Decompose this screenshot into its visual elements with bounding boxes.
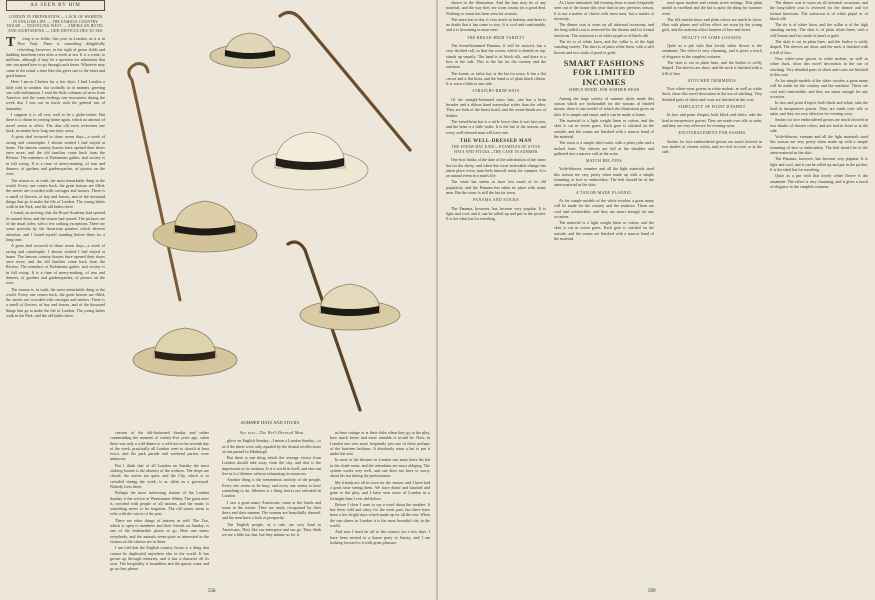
page-number: 599 [648, 589, 656, 594]
section-heading: STITCHED TRIMMINGS [687, 78, 737, 83]
paragraph: The Panama, however, has become very popular. It is light and cool, and it can be rolled up and put in the pocket. It is the ideal hat for traveling. [770, 156, 868, 172]
straw-boater-hat-top [210, 33, 290, 68]
left-column-2 [110, 430, 209, 590]
paragraph: As I have intimated, full evening dress is more frequently seen out of the house this year than in any previous season. It is not a matter of choice with most men, but a matter of necessity. [554, 0, 654, 21]
cane-middle-left [129, 64, 180, 300]
paragraph: The season is, in truth, the most remarkable thing in the world. Every one comes back, the great houses are filled, the streets are crowded with carriages and motors. There is a smell of flowers, of hay and horses, and of the thousand things that go to make the life of London. The young ladies walk in the Park, and the old ladies drive. [6, 286, 105, 319]
column-subhead: LONDON IN PREPARATION — LACK OF WARMTH IN ENGLISH LIFE — THE FAMOUS COUNTRY HOUSE — TRAVELING WEST — AMERICAN HOTEL AND SIGHTSEEING — ODD DIFFICULTIES TO SEE [7, 15, 104, 33]
right-column-1 [446, 0, 546, 588]
right-page [438, 0, 875, 600]
article-subtitle: THE STRAW HAT DATE—EXAMPLES OF STYLE HATS AND STICKS—THE CANE IN SUMMER [451, 145, 541, 154]
paragraph: I suppose it is all very well to be a globe-trotter. But there is a charm in coming home again, which no amount of travel seems to affect. The dear old town welcomes one back, no matter how long one stays away. [6, 112, 105, 133]
paragraph: cession of the old-fashioned Sunday and rather commending the moment of twenty-five years ago, when there was only a cold dinner or a cold tea on the seventh day of the week, practically all London went to church at least twice, and the park parade and weekend parties were unknown. [110, 430, 209, 462]
paragraph: As for simple models of the white woolen, a great many will be made for the country and the seashore. These are cool and comfortable, and they are smart enough for any occasion. [770, 78, 868, 100]
straw-hat-bottom-left [133, 328, 237, 376]
paragraph: The season is, in truth, the most remarkable thing in the world. Every one comes back, the great houses are filled, the streets are crowded with carriages and motors. There is a smell of flowers, of hay and horses, and of the thousand things that go to make the life of London. The young ladies walk in the Park, and the old ladies drive. [6, 177, 105, 210]
photo-caption: SUMMER HATS AND STICKS [240, 420, 300, 425]
paragraph: But there is one thing which the average visitor from London should take away from the city, and that is the impression of its vastness. It is a world in itself, and one can live in it a lifetime without exhausting its resources. [222, 455, 321, 477]
section-heading: THE BREAD-BRIM VARIETY [466, 35, 526, 40]
paragraph: Here I am in Chelsea for a few days. I find London a little cold in weather, but cordially in its manner, greeting one with enthusiasm. I read the little columns of news from America, and the warm feelings one encounters during the week that I was out in touch with the general run of humanity. [6, 79, 105, 111]
paragraph: The straw hat to-day is very much in fashion, and there is no doubt that it has come to stay. It is cool and comfortable, and it is becoming to most men. [446, 16, 546, 33]
paragraph: In most of the theatres in London one must leave his hat in the cloak-room, and the attendants are most obliging. The system works very well, and one does not have to worry about his hat during the performance. [330, 457, 430, 479]
left-column-3 [222, 430, 321, 590]
see-text-caption: See text—The Well-Dressed Man [239, 430, 304, 435]
section-heading: MATCH BEL PINS [585, 159, 623, 164]
paragraph: As for simple models of the white woolen, a great many will be made for the country and the seashore. These are cool and comfortable, and they are smart enough for any occasion. [554, 197, 654, 219]
section-heading: STRAIGHT-BRIM HATS [472, 89, 520, 94]
paragraph: And now I must be off to the country for a few days. I have been invited to a house party in Surrey, and I am looking forward to it with great pleasure. [330, 529, 430, 545]
paragraph: Quite as a pin with that lovely white flower is the ornament. The effect is very charming, and it gives a touch of elegance to the simplest costume. [770, 173, 868, 189]
paragraph: glove on English Sunday—I mean a London Sunday—is as if the times were only equaled by the dismal recollections of one passed in Edinburgh. [222, 438, 321, 454]
section-heading: ENCOURAGEMENT FOR SASHES [678, 131, 746, 136]
paragraph: Now white-wear gowns in white mohair, as well as white duck, show this novel decoration in the use of stitching. Very detailed parts of skirts and coats are finished in this way. [662, 86, 762, 102]
paragraph: The waist is a simple shirt-waist, with a plain yoke and a tucked front. The sleeves are full at the shoulder and gathered into a narrow cuff at the wrist. [554, 140, 654, 156]
paragraph: Voile-blouses, etamine and all the light materials used this season are very pretty when made up with a simple trimming of lace or embroidery. The belt should be of the same material as the skirt. [770, 134, 868, 156]
paragraph: One first thinks of the date of the substitution of the straw hat for the derby, and when this most noticeable change has taken place every man feels himself ready for summer. It is an annual event in a man's life. [446, 157, 546, 179]
paragraph: The skirt is cut in plain lines, and the bodice is softly draped. The sleeves are short, and the neck is finished with a frill of lace. [662, 59, 762, 76]
straw-hat-lower-left [153, 201, 257, 252]
paragraph: The English people, as a rule, are very kind to Americans. They like our enterprise and our go. They think we are a little too fast, but they admire us for it. [222, 521, 321, 538]
paragraph: The skirt is cut in plain lines, and the bodice is softly draped. The sleeves are short, and the neck is finished with a frill of lace. [770, 39, 868, 55]
hats-and-canes-photo [110, 0, 432, 425]
column-heading: AS SEEN BY HIM [6, 0, 105, 11]
paragraph: A great deal recurred to those seven days—a week of racing and catastrophe. I almost wished I had stayed at home. The famous country houses have opened their doors once more, and the old families come back from the Riviera. The members of Parliament gather, and society is in full swing. It is a time of merry-making, of teas and dinners, of gardens and garden-parties, of picnics on the river. [6, 134, 105, 177]
right-column-2 [554, 0, 654, 588]
paragraph: A great deal recurred to those seven days—a week of racing and catastrophe. I almost wished I had stayed at home. The famous country houses have opened their doors once more, and the old families come back from the Riviera. The members of Parliament gather, and society is in full swing. It is a time of merry-making, of teas and dinners, of gardens and garden-parties, of picnics on the river. [6, 243, 105, 286]
paragraph: The dinner coat is worn on all informal occasions, and the long-tailed coat is reserved for the theatre and for formal functions. The waistcoat is of white piqué or of black silk. [770, 0, 868, 21]
fashion-article-title: SMART FASHIONS FOR LIMITED INCOMES [563, 57, 645, 87]
paragraph: shown in the illustration. And the hats may be of any material, and the way they are worn counts for a good deal. Nothing so smart has been seen for seasons. [446, 0, 546, 16]
paragraph: The broad-brimmed Panama, it will be noticed, has a very decided roll, so that the crown, which is dented on top, stands up smartly. The band is of black silk, and there is a bow at the side. This is the hat for the country and the seashore. [446, 43, 546, 70]
paragraph: The dinner coat is worn on all informal occasions, and the long-tailed coat is reserved for the theatre and for formal functions. The waistcoat is of white piqué or of black silk. [554, 22, 654, 38]
drop-cap: T [6, 34, 16, 50]
section-heading: BEAUTY OF SOME LOOSENS [682, 35, 742, 40]
paragraph: Another thing is the tremendous activity of the people. Every one seems to be busy, and every one seems to have something to do. Idleness is a thing that is not tolerated in London. [222, 477, 321, 499]
hats-illustration [110, 0, 432, 425]
paragraph: I am told that the English country house is a thing that cannot be duplicated anywhere else in the world. It has grown up through centuries, and it has a character all its own. The hospitality is boundless and the guests come and go as they please. [110, 545, 209, 572]
paragraph: Among the large variety of summer skirts made this season which are fashionable for the woman of limited means, there is one model of which the illustration gives an idea. It is simple and smart, and it can be made at home. [554, 95, 654, 117]
paragraph: Sashes for face embroidered gowns are much favored in two shades of chosen colors, and are tied in front or at the side. [662, 138, 762, 155]
left-column-4 [330, 430, 430, 590]
page-number: 558 [208, 589, 216, 594]
cane-top-right [280, 12, 410, 150]
paragraph: The Panama, however, has become very popular. It is light and cool, and it can be rolled up and put in the pocket. It is the ideal hat for traveling. [446, 205, 546, 222]
section-heading: A TAILOR-MADE FLANNEL [575, 190, 633, 195]
paragraph: The tie is of white lawn, and the collar is of the high standing variety. The shirt is of plain white linen, with a stiff bosom and two studs of pearl or gold. [770, 22, 868, 38]
article-title: THE WELL-DRESSED MAN [459, 138, 533, 144]
section-heading: PANAMA AND STICKS [473, 198, 519, 203]
paragraph: There are other things of interest as well. The Zoo, which is open to members and their friends on Sunday, is one of the fashionable places to go. Here one meets everybody, and the animals seem quite as interested in the visitors as the visitors are in them. [110, 517, 209, 544]
section-heading: SIMPLICITY OF POINT D'ESPRIT [678, 105, 746, 110]
paragraph: Now white-wear gowns in white mohair, as well as white duck, show this novel decoration in the use of stitching. Very detailed parts of skirts and coats are finished in this way. [770, 55, 868, 77]
paragraph: The material is a light weight linen or cotton, and the skirt is cut in seven gores. Each gore is stitched on the outside, and the seams are finished with a narrow band of the material. [554, 220, 654, 241]
paragraph: in their cottage or at their clubs when they go to the play, how much better and more amiable it would be. Now, in London one sees more frequently just one of these perhaps of the fourteen fashions. It absolutely ruins a hat to put it under the seat. [330, 430, 430, 457]
paragraph: Voile-blouses, etamine and all the light materials used this season are very pretty when made up with a simple trimming of lace or embroidery. The belt should be of the same material as the skirt. [554, 166, 654, 188]
paragraph: I found, on arriving, that the Royal Academy had opened its annual show, and the season had started. The pictures are of the usual order, with a few striking exceptions. There are some portraits by the American painters which deserve attention, and I found myself standing before them for a long time. [6, 210, 105, 242]
paragraph: Before I close I want to say a word about the weather. It has been cold and rainy for the most part, but there have been a few bright days which made up for all the rest. When the sun shines in London it is the most beautiful city in the world. [330, 501, 430, 529]
paragraph: iring is so fickle, this year, in London, as it is in New York. There is something delightfully refreshing, however, in the sight of green fields and budding hawthorn trees after a week at sea. It is a week, to millions, although it may be a question for admission that one can spend here to go through such times. Whatever may come to the mind, a time like this gives one to the heart and good humor. [6, 35, 105, 78]
paragraph: The straw hat seems to have lost much of its old popularity, and the Panama has taken its place with many men. But the straw is still the hat for town. [446, 179, 546, 196]
paragraph: The bread-brim hat is a trifle lower than it was last year, and the brim is a little wider. It is the hat of the season, and every well-dressed man will have one. [446, 118, 546, 135]
right-column-3 [662, 0, 762, 588]
paragraph: I saw a great many Americans, some at the hotels and some in the streets. They are easily recognized by their dress and their manner. The women are beautifully dressed, and the men have a look of prosperity. [222, 499, 321, 521]
paragraph: The boater, or sailor hat, is the hat for town. It has a flat crown and a flat brim, and the band is of plain black ribbon. It is worn a little to one side. [446, 70, 546, 87]
paragraph: In lace and point d'esprit, both black and white, take the lead in inexpensive gowns. They are made over silk or satin, and they are very effective for evening wear. [662, 112, 762, 128]
paragraph: Perhaps the most interesting feature of the London Sunday is the service at Westminster Abbey. The great nave is crowded with people of all nations, and the music is something never to be forgotten. The old stones seem to echo with the voices of the past. [110, 490, 209, 517]
paragraph: In lace and point d'esprit, both black and white, take the lead in inexpensive gowns. They are made over silk or satin, and they are very effective for evening wear. [770, 100, 868, 116]
left-page [0, 0, 437, 600]
paragraph: used upon modern and certain street settings. This plain model is excellent and the hat is quite the thing for summer wear. [662, 0, 762, 16]
panama-hat-middle [252, 132, 368, 190]
paragraph: The silk muslin bows and plain colors are much in favor. Hats with plume and willow effect are worn by the young girls, and the matrons affect bonnets of lace and straw. [662, 16, 762, 33]
fashion-article-subtitle: SIMPLE MODEL FOR SUMMER WEAR [568, 88, 640, 93]
straw-boater-hat-lower-right [300, 284, 400, 330]
right-column-4 [770, 0, 868, 588]
paragraph: Of the straight-brimmed straw hats, one has a brim broader and a ribbon band somewhat wider than the other. They are both of the finest braid, and the sweat-bands are of leather. [446, 96, 546, 118]
paragraph: The tie is of white lawn, and the collar is of the high standing variety. The shirt is of plain white linen, with a stiff bosom and two studs of pearl or gold. [554, 39, 654, 55]
left-column-1 [6, 0, 105, 590]
paragraph: My friends are all in town for the season, and I have had a great time seeing them. We have dined and lunched and gone to the play, and I have seen more of London in a fortnight than I ever did before. [330, 479, 430, 501]
paragraph: The material is a light weight linen or cotton, and the skirt is cut in seven gores. Each gore is stitched on the outside, and the seams are finished with a narrow band of the material. [554, 118, 654, 139]
paragraph: But I think that of all London on Sunday the most striking feature is the absence of the workers. The shops are closed, the streets are quiet, and the City, which is so crowded during the week, is as silent as a graveyard. Nobody lives there. [110, 462, 209, 489]
paragraph: Quite as a pin with that lovely white flower is the ornament. The effect is very charming, and it gives a touch of elegance to the simplest costume. [662, 43, 762, 59]
paragraph: Sashes for face embroidered gowns are much favored in two shades of chosen colors, and are tied in front or at the side. [770, 117, 868, 133]
